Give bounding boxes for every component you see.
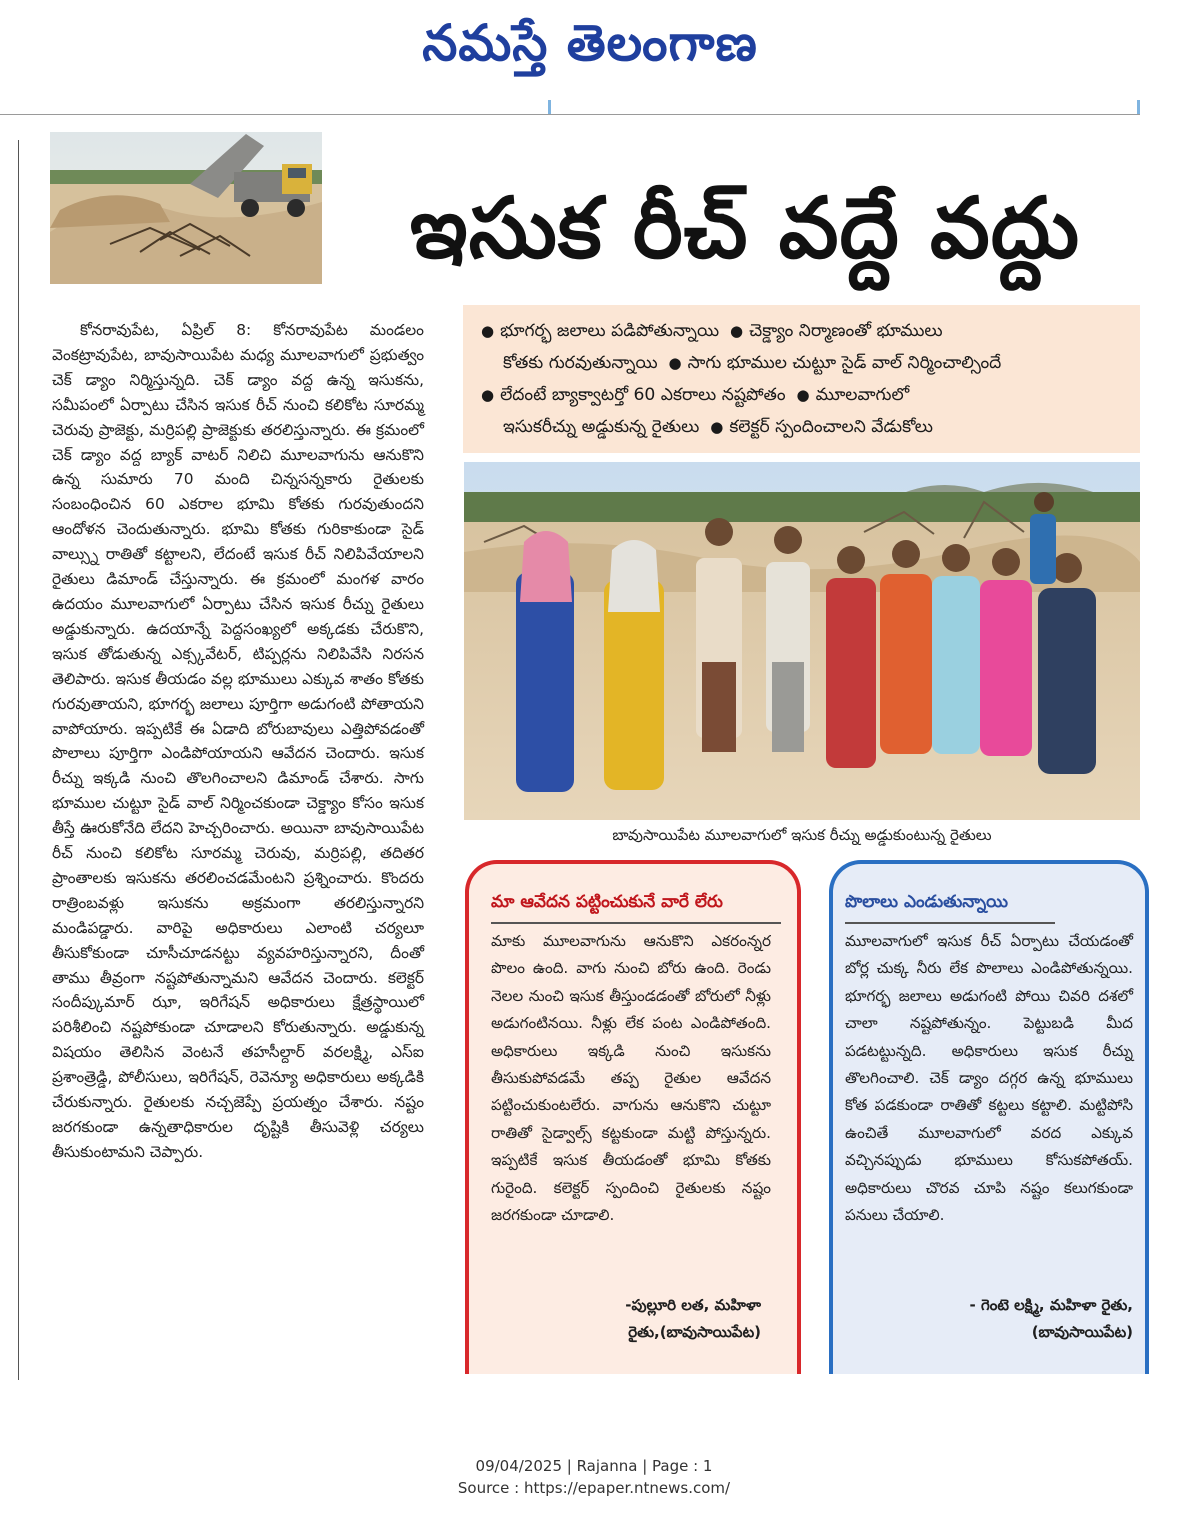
- highlights-box: [463, 305, 1140, 453]
- highlight-text: సాగు భూముల చుట్టూ సైడ్ వాల్ నిర్మించాల్సిందే: [687, 353, 1002, 373]
- tipper-truck-photo: [50, 132, 322, 284]
- quote-attribution: [491, 1292, 761, 1346]
- bullet-icon: ●: [710, 418, 724, 436]
- attribution-line: (బావుసాయిపేట): [1031, 1323, 1133, 1341]
- title-underline: [845, 922, 1055, 924]
- footer-source-link[interactable]: Source : https://epaper.ntnews.com/: [457, 1479, 731, 1497]
- highlight-line: [481, 347, 1126, 379]
- highlight-text: కలెక్టర్ స్పందించాలని వేడుకోలు: [729, 417, 933, 437]
- highlight-text: చెక్డ్యాం నిర్మాణంతో భూములు: [749, 321, 943, 341]
- bullet-icon: ●: [481, 322, 495, 340]
- photo-caption: బావుసాయిపేట మూలవాగులో ఇసుక రీచ్ను అడ్డుకుంటున్న రైతులు: [612, 826, 992, 844]
- attribution-line: రైతు,(బావుసాయిపేట): [628, 1323, 761, 1341]
- quote-box-text: మూలవాగులో ఇసుక రీచ్ ఏర్పాటు చేయడంతో బోర్ల చుక్క నీరు లేక పొలాలు ఎండిపోతున్నయి. భూగర్భ జలాలు అడుగంటి పోయి చివరి దశలో చాలా నష్టపోతున్నం. పెట్టుబడి మీద పడటట్టున్నది. అధికారులు ఇసుక రీచ్ను తొలగించాలి. చెక్ డ్యాం దగ్గర ఉన్న భూములు కోత పడకుండా రాతితో కట్టలు కట్టాలి. మట్టిపోసి ఉంచితే మూలవాగులో వరద ఎక్కువ వచ్చినప్పుడు భూములు కోసుకపోతయ్. అధికారులు చొరవ చూపి నష్టం కలుగకుండా పనులు చేయాలి.: [845, 932, 1133, 1225]
- highlight-line: [481, 411, 1126, 443]
- masthead-rule: [0, 114, 1140, 115]
- quote-box-left: [465, 860, 801, 1374]
- highlight-text: ఇసుకరీచ్ను అడ్డుకున్న రైతులు: [503, 417, 700, 437]
- quote-box-right: [829, 860, 1149, 1374]
- quote-box-title: మా ఆవేదన పట్టించుకునే వారే లేరు: [491, 892, 723, 912]
- highlight-text: కోతకు గురవుతున్నాయి: [503, 353, 658, 373]
- masthead: [0, 0, 1188, 100]
- quote-box-title: పొలాలు ఎండుతున్నాయి: [845, 892, 1008, 912]
- attribution-line: - గెంటె లక్ష్మి, మహిళా రైతు,: [969, 1296, 1133, 1314]
- title-underline: [491, 922, 781, 924]
- bullet-icon: ●: [668, 354, 682, 372]
- rule-tick-right: [1137, 100, 1140, 114]
- highlight-line: [481, 379, 1126, 411]
- article-body: [52, 318, 424, 1378]
- rule-tick-left: [548, 100, 551, 114]
- bullet-icon: ●: [796, 386, 810, 404]
- quote-attribution: [845, 1292, 1133, 1346]
- footer-date-line: 09/04/2025 | Rajanna | Page : 1: [475, 1457, 713, 1475]
- left-margin-rule: [18, 140, 19, 1380]
- bullet-icon: ●: [481, 386, 495, 404]
- newspaper-logo: నమస్తే తెలంగాణ: [422, 14, 758, 72]
- bullet-icon: ●: [730, 322, 744, 340]
- headline: ఇసుక రీచ్ వద్దే వద్దు: [409, 179, 1081, 277]
- page-footer: [0, 1455, 1188, 1499]
- highlight-text: లేదంటే బ్యాక్వాటర్తో 60 ఎకరాలు నష్టపోతం: [500, 385, 786, 405]
- quote-box-text: మాకు మూలవాగును ఆనుకొని ఎకరంన్నర పొలం ఉంది. వాగు నుంచి బోరు ఉంది. రెండు నెలల నుంచి ఇసుక తీస్తుండడంతో బోరులో నీళ్లు అడుగంటినయి. నీళ్లు లేక పంట ఎండిపోతంది. అధికారులు ఇక్కడి నుంచి ఇసుకను తీసుకుపోవడమే తప్ప రైతుల ఆవేదన పట్టించుకుంటలేరు. వాగును ఆనుకొని చుట్టూ రాతితో సైడ్వాల్స్ కట్టకుండా మట్టి పోస్తున్నరు. ఇప్పటికే ఇసుక తీయడంతో భూమి కోతకు గురైంది. కలెక్టర్ స్పందించి రైతులకు నష్టం జరగకుండా చూడాలి.: [491, 932, 771, 1225]
- article-paragraph: కోనరావుపేట, ఏప్రిల్ 8: కోనరావుపేట మండలం వెంకట్రావుపేట, బావుసాయిపేట మధ్య మూలవాగులో ప్రభుత్వం చెక్ డ్యాం నిర్మిస్తున్నది. చెక్ డ్యాం వద్ద ఉన్న ఇసుకను, సమీపంలో ఏర్పాటు చేసిన ఇసుక రీచ్ నుంచి కలికోట సూరమ్మ చెరువు ప్రాజెక్టు, మర్రిపల్లి ప్రాజెక్టుకు తరలిస్తున్నారు. ఈ క్రమంలో చెక్ డ్యాం వద్ద బ్యాక్ వాటర్ నిలిచి మూలవాగును ఆనుకొని ఉన్న సుమారు 70 మంది చిన్నసన్నకారు రైతులకు సంబంధించిన 60 ఎకరాల భూమి కోతకు గురవుతుందని ఆందోళన చెందుతున్నారు. భూమి కోతకు గురికాకుండా సైడ్ వాల్స్ను రాతితో కట్టాలని, లేదంటే ఇసుక రీచ్ నిలిపివేయాలని రైతులు డిమాండ్ చేస్తున్నారు. ఈ క్రమంలో మంగళ వారం ఉదయం మూలవాగులో ఏర్పాటు చేసిన ఇసుక రీచ్ను రైతులు అడ్డుకున్నారు. ఉదయాన్నే పెద్దసంఖ్యలో అక్కడకు చేరుకొని, ఇసుక తోడుతున్న ఎక్స్కవేటర్, టిప్పర్లను నిలిపివేసి నిరసన తెలిపారు. ఇసుక తీయడం వల్ల భూములు ఎక్కువ శాతం కోతకు గురవుతాయని, భూగర్భ జలాలు పూర్తిగా అడుగంటి పోతాయని వాపోయారు. ఇప్పటికే ఈ ఏడాది బోరుబావులు ఎత్తిపోవడంతో పొలాలు పూర్తిగా ఎండిపోయాయని ఆవేదన చెందారు. ఇసుక రీచ్ను ఇక్కడి నుంచి తొలగించాలని డిమాండ్ చేశారు. సాగు భూముల చుట్టూ సైడ్ వాల్ నిర్మించకుండా చెక్డ్యాం కోసం ఇసుక తీస్తే ఊరుకోనేది లేదని హెచ్చరించారు. అయినా బావుసాయిపేట రీచ్ నుంచి కలికోట సూరమ్మ చెరువు, మర్రిపల్లి, తదితర ప్రాంతాలకు ఇసుకను తరలించడమేంటని ప్రశ్నించారు. కొందరు రాత్రింబవళ్లు ఇసుకను అక్రమంగా తరలిస్తున్నారని మండిపడ్డారు. వారిపై అధికారులు ఎలాంటి చర్యలూ తీసుకోకుండా చూసీచూడనట్టు వ్యవహరిస్తున్నారని, దీంతో తాము తీవ్రంగా నష్టపోతున్నామని ఆవేదన చెందారు. కలెక్టర్ సందీప్కుమార్ ఝా, ఇరిగేషన్ అధికారులు క్షేత్రస్థాయిలో పరిశీలించి నష్టపోకుండా చూడాలని కోరుతున్నారు. అడ్డుకున్న విషయం తెలిసిన వెంటనే తహసీల్దార్ వరలక్ష్మి, ఎస్ఐ ప్రశాంత్రెడ్డి, పోలీసులు, ఇరిగేషన్, రెవెన్యూ అధికారులు అక్కడికి చేరుకున్నారు. రైతులకు నచ్చజెప్పే ప్రయత్నం చేశారు. నష్టం జరగకుండా ఉన్నతాధికారుల దృష్టికి తీసువెళ్లి చర్యలు తీసుకుంటామని చెప్పారు.: [52, 321, 424, 1161]
- highlight-text: మూలవాగులో: [815, 385, 910, 405]
- farmers-protest-photo: [464, 462, 1140, 820]
- highlight-text: భూగర్భ జలాలు పడిపోతున్నాయి: [500, 321, 720, 341]
- attribution-line: -పుల్లూరి లత, మహిళా: [625, 1296, 761, 1314]
- highlight-line: [481, 315, 1126, 347]
